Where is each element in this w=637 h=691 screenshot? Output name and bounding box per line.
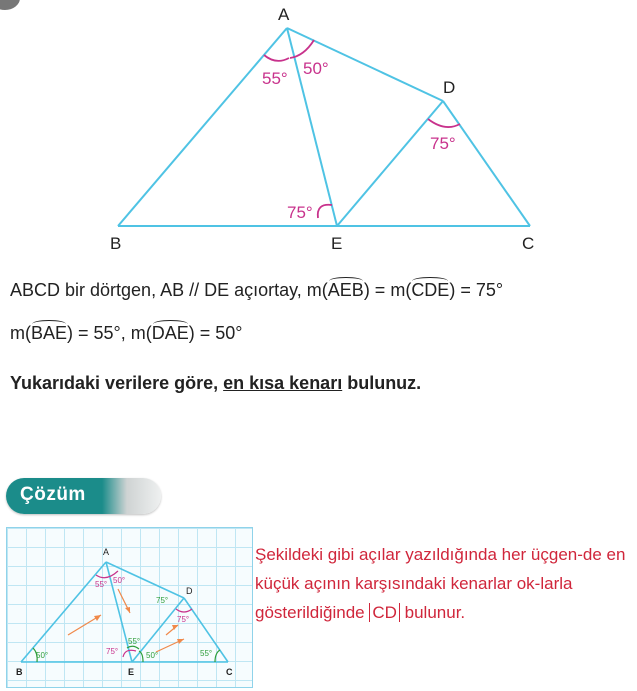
arrowhead-4 xyxy=(177,639,184,644)
point-c-label: C xyxy=(522,234,535,253)
solution-figure xyxy=(6,527,251,686)
segment-cd xyxy=(443,101,530,226)
solution-badge-label: Çözüm xyxy=(20,484,86,505)
small-angle-b: 50° xyxy=(36,651,49,660)
small-angle-a2: 50° xyxy=(113,576,126,585)
solution-segment: CD xyxy=(369,603,400,622)
small-segment-ab xyxy=(21,562,106,662)
angle-cde-text: CDE xyxy=(411,280,450,300)
small-angle-a1: 55° xyxy=(95,580,108,589)
point-e-label: E xyxy=(331,234,343,253)
question-start: Yukarıdaki verilere göre, xyxy=(10,373,224,393)
problem-line-1-end: ) = 75° xyxy=(449,280,504,300)
solution-text-part-1: Şekildeki gibi açılar yazıldığında her üçgen-de en küçük açının karşısındaki kenarlar ok-larla gösterildiğinde xyxy=(255,545,626,622)
problem-line-2 xyxy=(10,323,243,344)
segment-de xyxy=(337,101,443,226)
angle-arc-bae xyxy=(264,55,289,61)
small-angle-e-mid: 55° xyxy=(128,637,141,646)
problem-line-1-start: ABCD bir dörtgen, AB // DE açıortay, m( xyxy=(10,280,328,300)
angle-label-cde: 75° xyxy=(430,134,456,153)
angle-aeb-text: AEB xyxy=(327,280,364,300)
arrowhead-2 xyxy=(125,607,130,613)
small-arc-c xyxy=(215,650,220,662)
point-a-label: A xyxy=(278,5,290,24)
problem-line-2-end: ) = 50° xyxy=(188,323,243,343)
angle-label-aeb: 75° xyxy=(287,203,313,222)
question-end: bulunuz. xyxy=(342,373,422,393)
small-angle-e-right: 50° xyxy=(146,651,159,660)
question-text xyxy=(10,373,421,394)
segment-ab xyxy=(118,28,287,226)
question-underlined: en kısa kenarı xyxy=(223,373,343,393)
angle-arc-aeb xyxy=(318,205,332,218)
small-point-d: D xyxy=(186,586,193,596)
point-d-label: D xyxy=(443,78,456,97)
problem-line-1-mid: ) = m( xyxy=(363,280,412,300)
geometry-figure xyxy=(0,0,637,262)
angle-label-bae: 55° xyxy=(262,69,288,88)
small-angle-c: 55° xyxy=(200,649,213,658)
small-point-e: E xyxy=(128,667,135,677)
angle-bae-text: BAE xyxy=(31,323,68,343)
small-angle-d2: 75° xyxy=(177,615,190,624)
problem-line-2-mid: ) = 55°, m( xyxy=(67,323,152,343)
small-arc-d xyxy=(176,609,192,612)
small-angle-e-left: 75° xyxy=(106,647,119,656)
small-point-a: A xyxy=(103,547,110,557)
small-angle-d1: 75° xyxy=(156,596,169,605)
solution-text xyxy=(255,540,635,627)
angle-label-dae: 50° xyxy=(303,59,329,78)
solution-badge xyxy=(6,478,161,514)
solution-text-part-2: bulunur. xyxy=(399,603,466,622)
angle-dae-text: DAE xyxy=(151,323,189,343)
problem-line-1 xyxy=(10,280,503,301)
small-point-c: C xyxy=(226,667,233,677)
small-point-b: B xyxy=(16,667,23,677)
problem-line-2-start: m( xyxy=(10,323,31,343)
point-b-label: B xyxy=(110,234,122,253)
